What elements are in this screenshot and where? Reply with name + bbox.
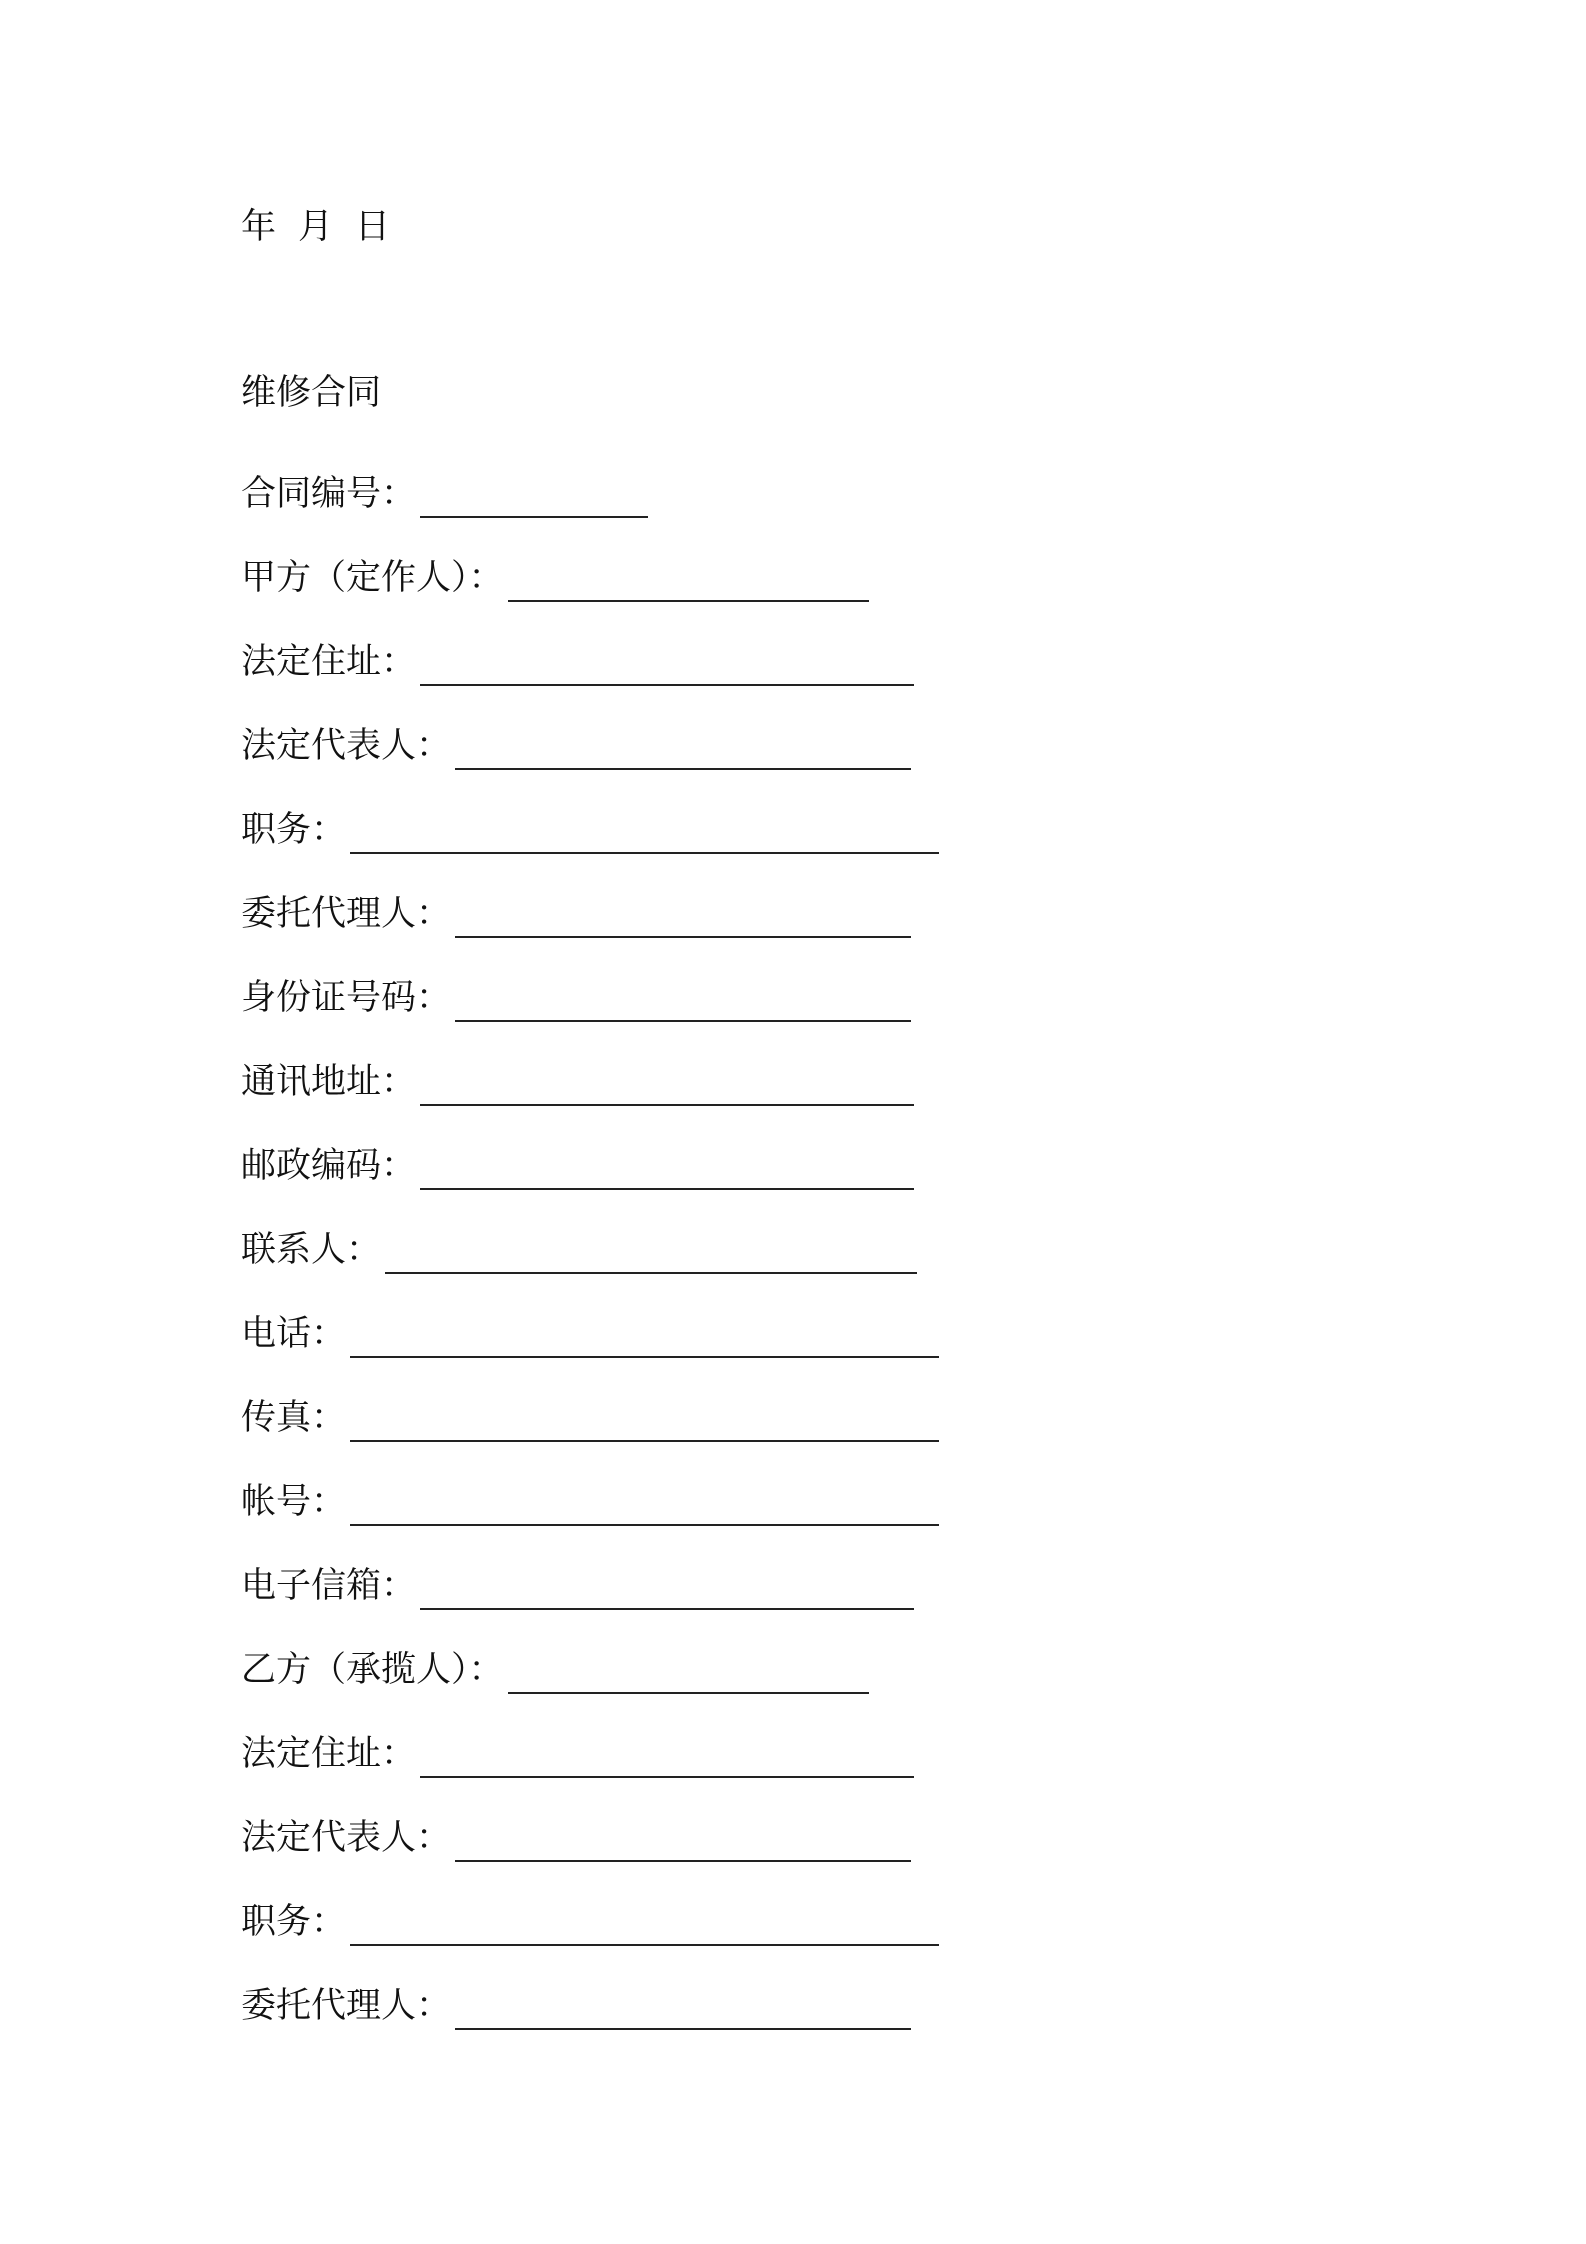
field-party-a-postal-code <box>241 1124 1341 1208</box>
field-party-a-email <box>241 1544 1341 1628</box>
field-label: 传真： <box>241 1398 347 1438</box>
field-label: 职务： <box>241 1902 347 1942</box>
field-label: 联系人： <box>241 1230 382 1270</box>
fill-in-blank[interactable] <box>455 738 911 770</box>
fill-in-blank[interactable] <box>455 906 911 938</box>
field-label: 委托代理人： <box>241 894 452 934</box>
fill-in-blank[interactable] <box>420 1578 914 1610</box>
field-party-a-address <box>241 620 1341 704</box>
fill-in-blank[interactable] <box>455 1830 911 1862</box>
field-party-a-position <box>241 788 1341 872</box>
fill-in-blank[interactable] <box>420 1158 914 1190</box>
field-party-a-agent <box>241 872 1341 956</box>
fill-in-blank[interactable] <box>350 822 939 854</box>
field-party-a <box>241 536 1341 620</box>
field-label: 通讯地址： <box>241 1062 417 1102</box>
field-party-a-phone <box>241 1292 1341 1376</box>
field-label: 电子信箱： <box>241 1566 417 1606</box>
field-party-a-contact <box>241 1208 1341 1292</box>
field-party-a-mailing-address <box>241 1040 1341 1124</box>
field-label: 电话： <box>241 1314 347 1354</box>
field-label: 乙方（承揽人）： <box>241 1650 504 1690</box>
fill-in-blank[interactable] <box>420 1074 914 1106</box>
fill-in-blank[interactable] <box>420 654 914 686</box>
document-title: 维修合同 <box>241 373 382 413</box>
date-month-label: 月 <box>298 207 334 247</box>
party-info-fields <box>241 452 1341 2048</box>
field-label: 甲方（定作人）： <box>241 558 504 598</box>
field-label: 法定代表人： <box>241 1818 452 1858</box>
field-party-b <box>241 1628 1341 1712</box>
fill-in-blank[interactable] <box>350 1494 939 1526</box>
field-label: 职务： <box>241 810 347 850</box>
fill-in-blank[interactable] <box>455 1998 911 2030</box>
field-label: 法定住址： <box>241 1734 417 1774</box>
fill-in-blank[interactable] <box>420 486 648 518</box>
field-label: 合同编号： <box>241 474 417 514</box>
fill-in-blank[interactable] <box>508 570 869 602</box>
fill-in-blank[interactable] <box>385 1242 917 1274</box>
field-party-b-address <box>241 1712 1341 1796</box>
field-party-a-fax <box>241 1376 1341 1460</box>
date-line <box>241 202 390 252</box>
fill-in-blank[interactable] <box>350 1410 939 1442</box>
field-party-b-position <box>241 1880 1341 1964</box>
field-party-b-legal-rep <box>241 1796 1341 1880</box>
field-label: 身份证号码： <box>241 978 452 1018</box>
fill-in-blank[interactable] <box>455 990 911 1022</box>
field-party-a-legal-rep <box>241 704 1341 788</box>
field-label: 邮政编码： <box>241 1146 417 1186</box>
field-label: 法定代表人： <box>241 726 452 766</box>
field-party-a-id-number <box>241 956 1341 1040</box>
fill-in-blank[interactable] <box>350 1326 939 1358</box>
field-party-b-agent <box>241 1964 1341 2048</box>
date-day-label: 日 <box>355 207 391 247</box>
field-label: 帐号： <box>241 1482 347 1522</box>
date-year-label: 年 <box>241 207 277 247</box>
fill-in-blank[interactable] <box>420 1746 914 1778</box>
field-party-a-account <box>241 1460 1341 1544</box>
field-label: 委托代理人： <box>241 1986 452 2026</box>
fill-in-blank[interactable] <box>508 1662 869 1694</box>
field-contract-number <box>241 452 1341 536</box>
field-label: 法定住址： <box>241 642 417 682</box>
fill-in-blank[interactable] <box>350 1914 939 1946</box>
